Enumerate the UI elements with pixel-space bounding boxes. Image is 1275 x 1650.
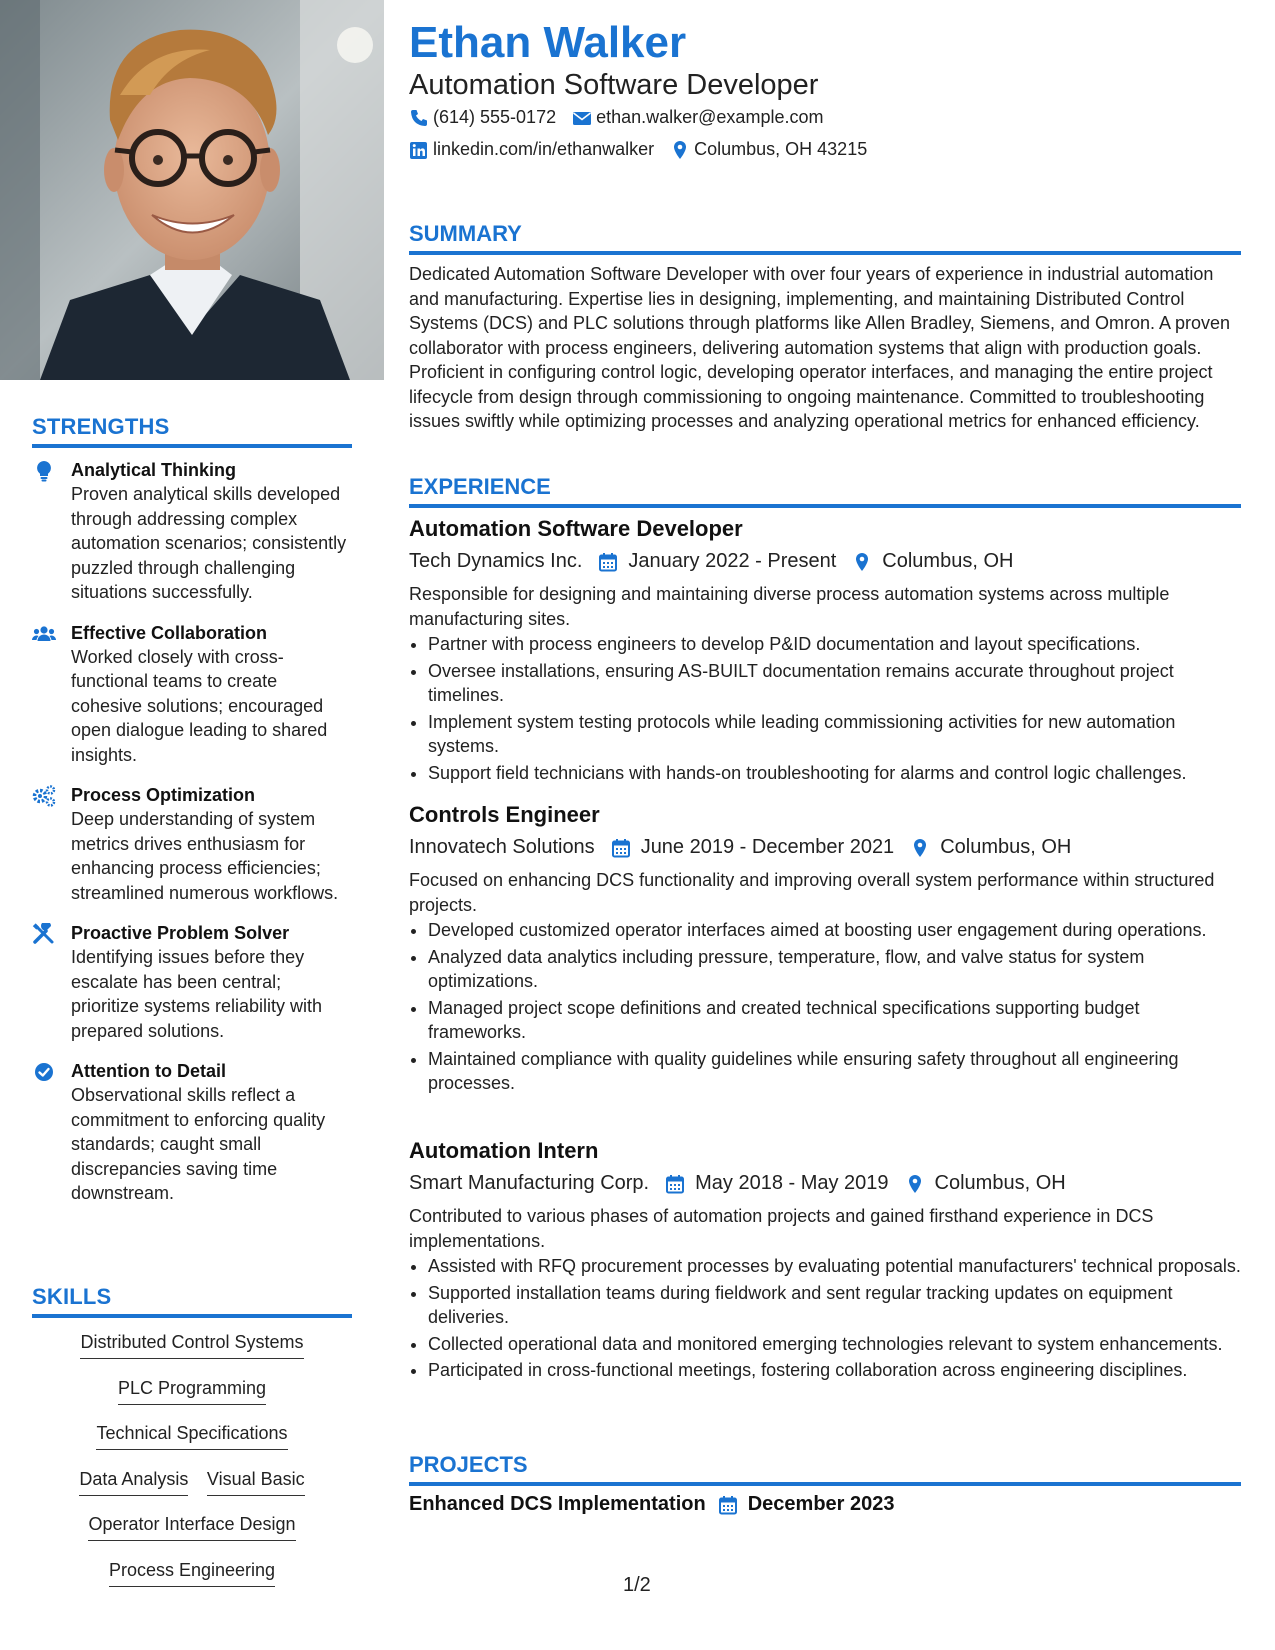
experience-heading: EXPERIENCE — [409, 473, 1241, 508]
location-text: Columbus, OH 43215 — [694, 139, 868, 159]
job-meta — [409, 1168, 1241, 1198]
skill-row — [32, 1421, 352, 1467]
strength-title: Attention to Detail — [71, 1061, 226, 1081]
skills-list — [32, 1330, 352, 1603]
skill-tag: Distributed Control Systems — [80, 1330, 303, 1359]
map-pin-icon — [905, 1173, 925, 1193]
job-description: Focused on enhancing DCS functionality and improving overall system performance within structured projects. — [409, 870, 1215, 915]
skill-row — [32, 1512, 352, 1558]
project-title: Enhanced DCS Implementation — [409, 1493, 706, 1515]
skill-tag: Operator Interface Design — [88, 1512, 295, 1541]
map-pin-icon — [910, 837, 930, 857]
summary-heading: SUMMARY — [409, 220, 1241, 255]
bullet-item: • Maintained compliance with quality guidelines while ensuring safety throughout all engineering processes. — [428, 1047, 1241, 1096]
bullet-item: • Managed project scope definitions and created technical specifications supporting budget frameworks. — [428, 996, 1241, 1045]
job-bullets — [409, 632, 1241, 785]
skill-row — [32, 1558, 352, 1604]
strength-title: Proactive Problem Solver — [71, 923, 290, 943]
bullet-item: • Partner with process engineers to develop P&ID documentation and layout specifications. — [428, 632, 1241, 657]
job-dates: June 2019 - December 2021 — [640, 836, 895, 858]
project-entry — [409, 1493, 895, 1516]
phone-link[interactable]: (614) 555-0172 — [433, 107, 557, 127]
strength-description: Identifying issues before they escalate has been central; prioritize systems reliability with prepared solutions. — [71, 947, 323, 1041]
skill-tag: Process Engineering — [109, 1558, 275, 1587]
bullet-item: • Supported installation teams during fieldwork and sent regular tracking updates on equipment deliveries. — [428, 1281, 1241, 1330]
bullet-item: • Assisted with RFQ procurement processes by evaluating potential manufacturers' technical proposals. — [428, 1254, 1241, 1279]
strength-description: Worked closely with cross-functional teams to create cohesive solutions; encouraged open dialogue leading to shared insights. — [71, 646, 328, 765]
strength-title: Analytical Thinking — [71, 460, 237, 480]
projects-heading: PROJECTS — [409, 1451, 1241, 1486]
job-meta — [409, 546, 1241, 576]
profile-photo — [0, 0, 384, 380]
linkedin-icon — [409, 140, 429, 160]
strength-item — [32, 1059, 352, 1206]
skill-row — [32, 1330, 352, 1376]
strength-description: Observational skills reflect a commitment to enforcing quality standards; caught small discrepancies saving time downstream. — [71, 1085, 326, 1203]
users-icon — [32, 623, 56, 645]
tools-icon — [32, 923, 56, 945]
strength-item — [32, 621, 352, 768]
calendar-icon — [665, 1173, 685, 1193]
strengths-heading: STRENGTHS — [32, 414, 352, 448]
strength-item — [32, 458, 352, 605]
envelope-icon — [572, 108, 592, 128]
bullet-item: • Participated in cross-functional meetings, fostering collaboration across engineering disciplines. — [428, 1358, 1241, 1383]
job-meta — [409, 832, 1241, 862]
strength-title: Process Optimization — [71, 785, 256, 805]
bullet-item: • Collected operational data and monitored emerging technologies relevant to system enhancements. — [428, 1332, 1241, 1357]
check-circle-icon — [32, 1061, 56, 1083]
lightbulb-icon — [32, 460, 56, 482]
sidebar — [0, 0, 384, 1650]
skills-heading: SKILLS — [32, 1284, 352, 1318]
job-dates: January 2022 - Present — [628, 550, 837, 572]
company-name: Innovatech Solutions — [409, 836, 595, 858]
bullet-item: • Implement system testing protocols while leading commissioning activities for new automation systems. — [428, 710, 1241, 759]
cogs-icon — [32, 785, 56, 807]
skill-row — [32, 1467, 352, 1513]
calendar-icon — [718, 1495, 738, 1515]
map-pin-icon — [852, 551, 872, 571]
linkedin-link[interactable]: linkedin.com/in/ethanwalker — [433, 139, 655, 159]
job-description: Contributed to various phases of automation projects and gained firsthand experience in DCS implementations. — [409, 1206, 1154, 1251]
skill-tag: Data Analysis — [79, 1467, 188, 1496]
job-bullets — [409, 918, 1241, 1096]
job-dates: May 2018 - May 2019 — [695, 1172, 889, 1194]
contact-line — [409, 107, 839, 128]
skill-tag: Visual Basic — [207, 1467, 305, 1496]
map-pin-icon — [670, 140, 690, 160]
job-location: Columbus, OH — [940, 836, 1072, 858]
email-link[interactable]: ethan.walker@example.com — [596, 107, 824, 127]
candidate-name: Ethan Walker — [409, 18, 687, 67]
job-location: Columbus, OH — [934, 1172, 1066, 1194]
bullet-item: • Analyzed data analytics including pressure, temperature, flow, and valve status for system optimizations. — [428, 945, 1241, 994]
job-title: Automation Intern — [409, 1138, 599, 1163]
skill-tag: PLC Programming — [118, 1376, 266, 1405]
experience-entry — [409, 1136, 1241, 1385]
candidate-title: Automation Software Developer — [409, 69, 819, 101]
experience-entry — [409, 800, 1241, 1098]
job-bullets — [409, 1254, 1241, 1383]
strengths-list — [32, 458, 352, 1222]
summary-text: Dedicated Automation Software Developer with over four years of experience in industrial automation and manufacturing. Expertise lies in designing, implementing, and maintaining Distributed Control Systems (DCS) and PLC solutions through platforms like Allen Bradley, Siemens, and Omron. A proven collaborator with process engineers, delivering automation systems that align with production goals. Proficient in configuring control logic, developing operator interfaces, and managing the entire project lifecycle from design through commissioning to ongoing maintenance. Committed to troubleshooting issues swiftly while optimizing processes and analyzing operational metrics for enhanced efficiency. — [409, 264, 1231, 431]
contact-line — [409, 139, 883, 160]
job-description: Responsible for designing and maintaining diverse process automation systems across multiple manufacturing sites. — [409, 584, 1170, 629]
experience-entry — [409, 514, 1241, 787]
strength-item — [32, 921, 352, 1043]
strength-description: Deep understanding of system metrics drives enthusiasm for enhancing process efficiencies; streamlined numerous workflows. — [71, 809, 339, 903]
calendar-icon — [611, 837, 631, 857]
bullet-item: • Developed customized operator interfaces aimed at boosting user engagement during operations. — [428, 918, 1241, 943]
strength-item — [32, 783, 352, 905]
bullet-item: • Support field technicians with hands-on troubleshooting for alarms and control logic challenges. — [428, 761, 1241, 786]
company-name: Smart Manufacturing Corp. — [409, 1172, 650, 1194]
company-name: Tech Dynamics Inc. — [409, 550, 583, 572]
strength-title: Effective Collaboration — [71, 622, 268, 643]
skill-row — [32, 1376, 352, 1422]
skill-tag: Technical Specifications — [96, 1421, 287, 1450]
page-number: 1/2 — [623, 1574, 651, 1596]
job-title: Automation Software Developer — [409, 516, 743, 541]
calendar-icon — [598, 551, 618, 571]
project-date: December 2023 — [747, 1493, 895, 1515]
bullet-item: • Oversee installations, ensuring AS-BUILT documentation remains accurate throughout project timelines. — [428, 659, 1241, 708]
strength-description: Proven analytical skills developed through addressing complex automation scenarios; consistently puzzled through challenging situations successfully. — [71, 484, 347, 602]
job-title: Controls Engineer — [409, 802, 600, 827]
job-location: Columbus, OH — [882, 550, 1014, 572]
phone-icon — [409, 108, 429, 128]
